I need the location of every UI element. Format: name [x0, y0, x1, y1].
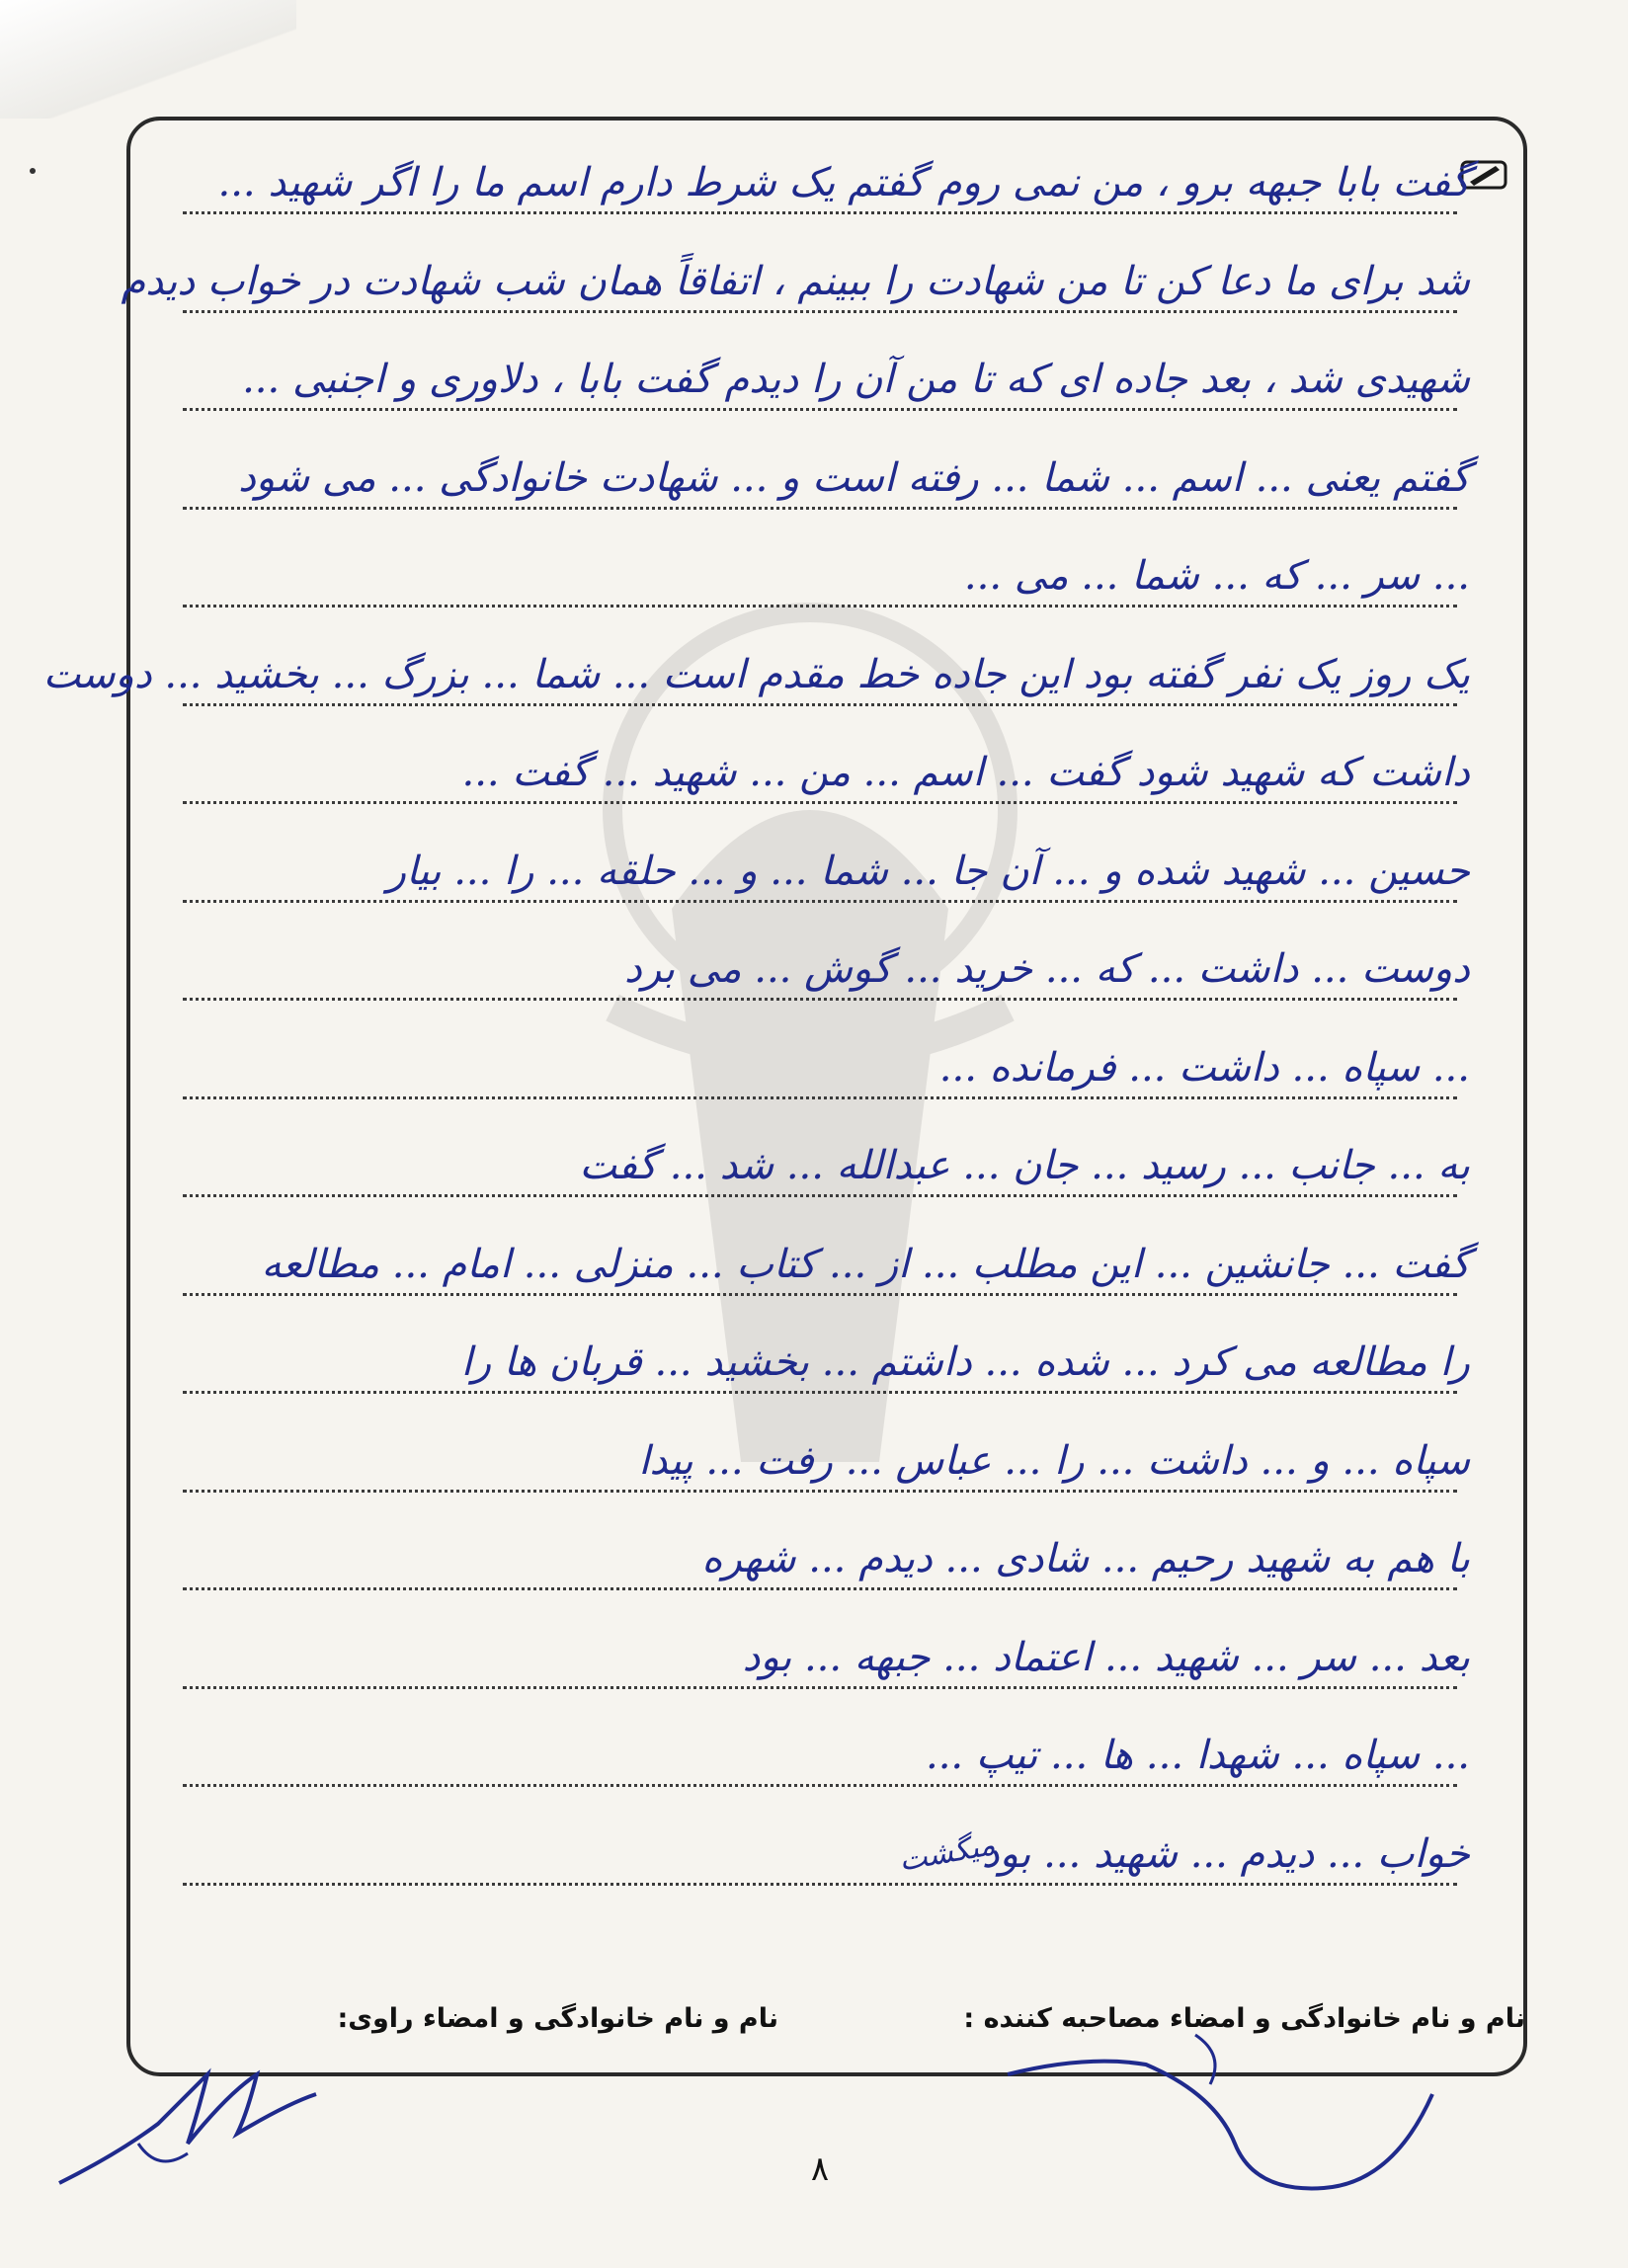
handwritten-line: گفتم یعنی ... اسم ... شما ... رفته است و ... شهادت خانوادگی ... می شود: [238, 455, 1470, 501]
handwritten-line: ... سر ... که ... شما ... می ...: [963, 553, 1470, 599]
handwritten-line: ... سپاه ... داشت ... فرمانده ...: [938, 1045, 1470, 1091]
ruled-line: [183, 1293, 1457, 1296]
ruled-line: [183, 801, 1457, 804]
handwritten-line: یک روز یک نفر گفته بود این جاده خط مقدم است ... شما ... بزرگ ... بخشید ... دوست: [42, 652, 1470, 697]
handwritten-line: گفت ... جانشین ... این مطلب ... از ... کتاب ... منزلی ... امام ... مطالعه: [261, 1242, 1470, 1287]
ruled-line: [183, 310, 1457, 313]
ruled-line: [183, 1784, 1457, 1787]
ruled-line: [183, 1686, 1457, 1689]
interviewer-signature-label: نام و نام خانوادگی و امضاء مصاحبه کننده :: [963, 2003, 1525, 2034]
ruled-line: [183, 1391, 1457, 1394]
narrator-signature-label: نام و نام خانوادگی و امضاء راوی:: [337, 2003, 778, 2034]
ruled-line: [183, 507, 1457, 510]
ink-dot: [30, 168, 36, 174]
handwritten-line: بعد ... سر ... شهید ... اعتماد ... جبهه ... بود: [742, 1635, 1470, 1680]
handwritten-line: ... سپاه ... شهدا ... ها ... تیپ ...: [926, 1733, 1470, 1778]
handwritten-line: به ... جانب ... رسید ... جان ... عبدالله ... شد ... گفت: [579, 1143, 1470, 1188]
page-fold-corner: [0, 0, 296, 119]
ruled-line: [183, 1883, 1457, 1886]
interviewer-signature: [998, 2015, 1462, 2203]
ruled-line: [183, 900, 1457, 903]
handwritten-line: حسین ... شهید شده و ... آن جا ... شما ... و ... حلقه ... را ... بیار: [386, 849, 1470, 894]
ruled-line: [183, 998, 1457, 1001]
correction-mark: میگشت: [896, 1827, 998, 1879]
handwritten-line: دوست ... داشت ... که ... خرید ... گوش ... می برد: [624, 946, 1470, 992]
handwritten-line: را مطالعه می کرد ... شده ... داشتم ... بخشید ... قربان ها را: [460, 1339, 1470, 1385]
ruled-line: [183, 1490, 1457, 1493]
ruled-line: [183, 703, 1457, 706]
handwritten-line: داشت که شهید شود گفت ... اسم ... من ... شهید ... گفت ...: [461, 750, 1470, 795]
page-number: ۸: [810, 2149, 830, 2189]
ruled-line: [183, 1587, 1457, 1590]
handwritten-line: سپاه ... و ... داشت ... را ... عباس ... رفت ... پیدا: [638, 1438, 1470, 1484]
handwritten-line: شد برای ما دعا کن تا من شهادت را ببینم ، اتفاقاً همان شب شهادت در خواب دیدم: [121, 259, 1470, 304]
handwritten-line: با هم به شهید رحیم ... شادی ... دیدم ... شهره: [701, 1536, 1470, 1581]
ruled-line: [183, 211, 1457, 214]
handwritten-line: گفت بابا جبهه برو ، من نمی روم گفتم یک شرط دارم اسم ما را اگر شهید ...: [217, 160, 1470, 205]
ruled-line: [183, 1194, 1457, 1197]
narrator-signature: [40, 2035, 336, 2203]
handwritten-line: شهیدی شد ، بعد جاده ای که تا من آن را دیدم گفت بابا ، دلاوری و اجنبی ...: [242, 357, 1470, 402]
ruled-line: [183, 408, 1457, 411]
ruled-line: [183, 1096, 1457, 1099]
ruled-line: [183, 605, 1457, 608]
handwritten-line: خواب ... دیدم ... شهید ... بود: [981, 1831, 1470, 1877]
